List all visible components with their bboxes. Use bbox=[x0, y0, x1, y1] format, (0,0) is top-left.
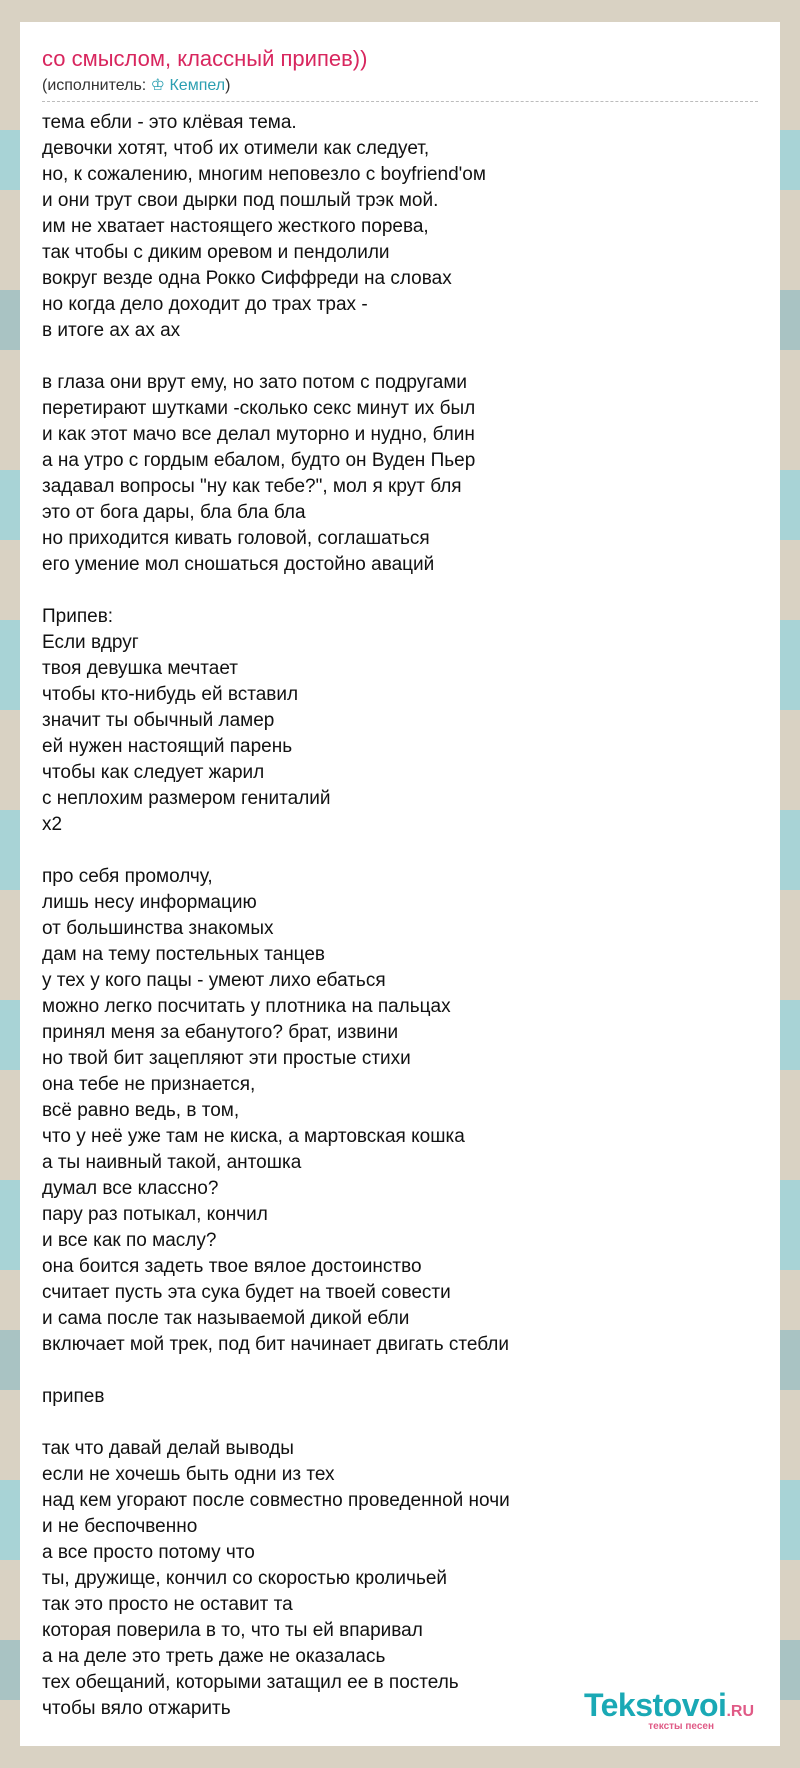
lyric-line: x2 bbox=[42, 813, 63, 835]
lyric-line: но, к сожалению, многим неповезло с boyfriend'ом bbox=[42, 163, 486, 185]
lyric-line: его умение мол сношаться достойно аваций bbox=[42, 553, 435, 575]
artist-name: Кемпел bbox=[169, 77, 226, 95]
lyric-line: и как этот мачо все делал муторно и нудно, блин bbox=[42, 423, 475, 445]
logo-tld: .RU bbox=[726, 1703, 754, 1720]
lyric-line: у тех у кого пацы - умеют лихо ебаться bbox=[42, 969, 386, 991]
lyric-line: так что давай делай выводы bbox=[42, 1437, 294, 1459]
lyric-line: а ты наивный такой, антошка bbox=[42, 1151, 302, 1173]
lyric-line: в итоге ах ах ах bbox=[42, 319, 181, 341]
lyric-line: с неплохим размером гениталий bbox=[42, 787, 331, 809]
lyric-line: девочки хотят, чтоб их отимели как следует, bbox=[42, 137, 430, 159]
divider bbox=[42, 101, 758, 102]
lyric-line: пару раз потыкал, кончил bbox=[42, 1203, 268, 1225]
lyric-line: дам на тему постельных танцев bbox=[42, 943, 326, 965]
lyrics-text bbox=[42, 110, 758, 1722]
lyric-line: перетирают шутками -сколько секс минут их был bbox=[42, 397, 476, 419]
lyric-line: она боится задеть твое вялое достоинство bbox=[42, 1255, 422, 1277]
lyric-line bbox=[42, 1358, 758, 1384]
lyric-line: что у неё уже там не киска, а мартовская кошка bbox=[42, 1125, 465, 1147]
lyric-line bbox=[42, 578, 758, 604]
performer-prefix: (исполнитель: bbox=[42, 77, 151, 95]
lyric-line: над кем угорают после совместно проведенной ночи bbox=[42, 1489, 510, 1511]
artist-link[interactable] bbox=[151, 77, 225, 94]
lyric-line: лишь несу информацию bbox=[42, 891, 257, 913]
lyric-line: про себя промолчу, bbox=[42, 865, 213, 887]
logo-name: Tekstovoi bbox=[583, 1687, 727, 1723]
lyric-line: им не хватает настоящего жесткого порева, bbox=[42, 215, 429, 237]
lyric-line: а на утро с гордым ебалом, будто он Вуден Пьер bbox=[42, 449, 476, 471]
lyric-line: Если вдруг bbox=[42, 631, 139, 653]
lyric-line: так чтобы с диким оревом и пендолили bbox=[42, 241, 390, 263]
lyric-line: припев bbox=[42, 1385, 105, 1407]
song-title: со смыслом, классный припев)) bbox=[42, 46, 368, 71]
lyric-line: в глаза они врут ему, но зато потом с подругами bbox=[42, 371, 468, 393]
lyric-line: она тебе не признается, bbox=[42, 1073, 256, 1095]
lyric-line: чтобы как следует жарил bbox=[42, 761, 265, 783]
lyric-line: тема ебли - это клёвая тема. bbox=[42, 111, 297, 133]
lyric-line: думал все классно? bbox=[42, 1177, 219, 1199]
lyric-line: твоя девушка мечтает bbox=[42, 657, 238, 679]
lyric-line: которая поверила в то, что ты ей впаривал bbox=[42, 1619, 423, 1641]
lyric-line bbox=[42, 838, 758, 864]
lyric-line: но твой бит зацепляют эти простые стихи bbox=[42, 1047, 411, 1069]
lyric-line: и сама после так называемой дикой ебли bbox=[42, 1307, 410, 1329]
lyric-line: если не хочешь быть одни из тех bbox=[42, 1463, 335, 1485]
lyric-line bbox=[42, 1410, 758, 1436]
site-logo[interactable] bbox=[584, 1689, 754, 1732]
lyric-line: можно легко посчитать у плотника на пальцах bbox=[42, 995, 451, 1017]
performer-line bbox=[42, 76, 758, 95]
lyric-line: всё равно ведь, в том, bbox=[42, 1099, 240, 1121]
crown-icon: ♔ bbox=[150, 77, 166, 95]
lyric-line: от большинства знакомых bbox=[42, 917, 274, 939]
lyric-line: но когда дело доходит до трах трах - bbox=[42, 293, 368, 315]
lyric-line: включает мой трек, под бит начинает двигать стебли bbox=[42, 1333, 509, 1355]
performer-suffix: ) bbox=[225, 77, 231, 95]
lyric-line: вокруг везде одна Рокко Сиффреди на словах bbox=[42, 267, 452, 289]
lyric-line: ей нужен настоящий парень bbox=[42, 735, 293, 757]
lyric-line: и не беспочвенно bbox=[42, 1515, 198, 1537]
lyric-line: а на деле это треть даже не оказалась bbox=[42, 1645, 386, 1667]
lyric-line bbox=[42, 344, 758, 370]
lyric-line: принял меня за ебанутого? брат, извини bbox=[42, 1021, 399, 1043]
lyric-line: это от бога дары, бла бла бла bbox=[42, 501, 306, 523]
lyric-line: Припев: bbox=[42, 605, 114, 627]
lyrics-card bbox=[20, 22, 780, 1746]
lyric-line: и они трут свои дырки под пошлый трэк мой. bbox=[42, 189, 439, 211]
lyric-line: и все как по маслу? bbox=[42, 1229, 217, 1251]
lyric-line: а все просто потому что bbox=[42, 1541, 255, 1563]
lyric-line: чтобы вяло отжарить bbox=[42, 1697, 231, 1719]
logo-tagline: тексты песен bbox=[648, 1721, 714, 1732]
lyric-line: так это просто не оставит та bbox=[42, 1593, 293, 1615]
lyric-line: тех обещаний, которыми затащил ее в постель bbox=[42, 1671, 459, 1693]
lyric-line: чтобы кто-нибудь ей вставил bbox=[42, 683, 299, 705]
lyric-line: но приходится кивать головой, соглашаться bbox=[42, 527, 430, 549]
lyric-line: значит ты обычный ламер bbox=[42, 709, 275, 731]
lyric-line: считает пусть эта сука будет на твоей совести bbox=[42, 1281, 451, 1303]
lyric-line: задавал вопросы "ну как тебе?", мол я крут бля bbox=[42, 475, 462, 497]
lyric-line: ты, дружище, кончил со скоростью кроличьей bbox=[42, 1567, 448, 1589]
